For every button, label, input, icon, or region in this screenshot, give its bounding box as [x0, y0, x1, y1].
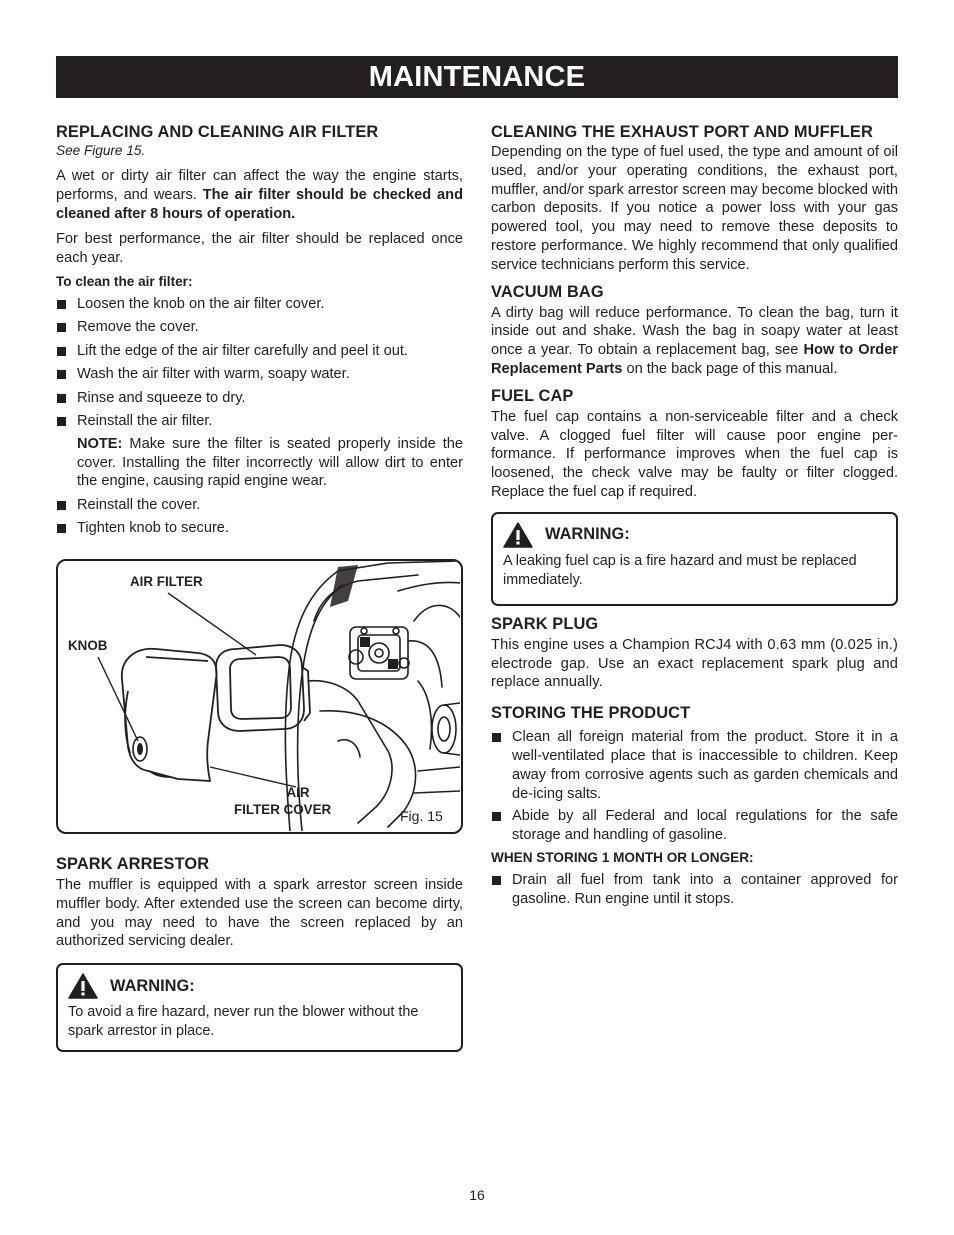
list-item: Wash the air filter with warm, soapy water.: [56, 365, 463, 384]
left-column-bottom: [56, 854, 463, 1052]
clean-steps-list: [56, 295, 463, 431]
list-item: Drain all fuel from tank into a container approved for gasoline. Run engine until it stops.: [491, 871, 898, 909]
list-item: Remove the cover.: [56, 318, 463, 337]
fuel-cap-heading: FUEL CAP: [491, 386, 574, 405]
exhaust-text: Depending on the type of fuel used, the type and amount of oil used, and/or your operating conditions, the exhaust port, muffler, and/or spark arrestor screen may become blocked with carbon deposits. If you notice a power loss with your gas powered tool, you may need to remove these deposits to restore performance. We highly recommend that only qualified service technicians perform this service.: [491, 144, 898, 273]
vacuum-bag-text-bold: How to Order Replacement Parts: [491, 342, 898, 377]
list-item: Reinstall the cover.: [56, 496, 463, 515]
storing-month-heading: WHEN STORING 1 MONTH OR LONGER:: [491, 849, 754, 865]
air-filter-intro-bold: The air filter should be checked and cleaned after 8 hours of operation.: [56, 186, 463, 222]
figure-label-air-filter: AIR FILTER: [130, 574, 203, 589]
storing-list: [491, 728, 898, 845]
warning-header: [68, 973, 451, 999]
list-item: Reinstall the air filter.: [56, 412, 463, 431]
exhaust-heading: CLEANING THE EXHAUST PORT AND MUFFLER: [491, 123, 873, 141]
spark-plug-heading: SPARK PLUG: [491, 614, 599, 633]
figure-label-cover-line2: FILTER COVER: [234, 802, 332, 817]
storing-month-list: [491, 871, 898, 909]
vacuum-bag-heading: VACUUM BAG: [491, 282, 604, 301]
page-number: 16: [469, 1187, 485, 1203]
vacuum-bag-text-a: A dirty bag will reduce performance. To clean the bag, turn it inside out and shake. Wash the bag in soapy water at least once a year. To obtain a replacement bag, see: [491, 304, 898, 359]
fuel-cap-warning: [491, 512, 898, 606]
figure-label-cover-line1: AIR: [286, 785, 310, 800]
spark-arrestor-heading: SPARK ARRESTOR: [56, 855, 210, 873]
vacuum-bag-text: [491, 304, 898, 379]
warning-text: To avoid a fire hazard, never run the blower without the spark arrestor in place.: [68, 1004, 419, 1040]
list-item: Lift the edge of the air filter carefully and peel it out.: [56, 342, 463, 361]
air-filter-heading: REPLACING AND CLEANING AIR FILTER: [56, 123, 379, 141]
note-text: Make sure the filter is seated properly inside the cover. Installing the filter incorrectly will allow dirt to enter the engine, causing rapid engine wear.: [77, 435, 463, 490]
spark-plug-text: This engine uses a Champion RCJ4 with 0.63 mm (0.025 in.) electrode gap. Use an exact replacement spark plug and replace annually.: [491, 636, 898, 691]
air-filter-illustration: [58, 561, 460, 831]
figure-label-knob: KNOB: [68, 638, 108, 653]
warning-text: A leaking fuel cap is a fire hazard and must be replaced immediately.: [503, 552, 857, 588]
left-column-top: [56, 122, 463, 538]
filter-note: [56, 435, 463, 491]
list-item: Tighten knob to secure.: [56, 519, 463, 538]
warning-title: WARNING:: [545, 525, 630, 544]
note-label: NOTE:: [77, 435, 123, 452]
page-banner: MAINTENANCE: [56, 56, 898, 98]
warning-icon: [68, 973, 98, 999]
figure-caption: Fig. 15: [400, 808, 443, 824]
see-figure-ref: See Figure 15.: [56, 143, 146, 158]
clean-steps-heading: To clean the air filter:: [56, 273, 193, 289]
air-filter-performance: For best performance, the air filter should be replaced once each year.: [56, 231, 463, 267]
air-filter-intro: [56, 167, 463, 223]
air-filter-intro-normal: A wet or dirty air filter can affect the way the engine starts, performs, and wears.: [56, 168, 463, 203]
spark-arrestor-text: The muffler is equipped with a spark arrestor screen inside muffler body. After extended use the screen can become dirty, and you may need to have the screen replaced by an authorized servicing dealer.: [56, 877, 463, 950]
vacuum-bag-text-b: on the back page of this manual.: [622, 360, 838, 377]
figure-15: [56, 559, 463, 834]
list-item: Clean all foreign material from the product. Store it in a well-ventilated place that is inaccessible to children. Keep away from corrosive agents such as garden chemicals and de-icing salts.: [491, 728, 898, 803]
clean-steps-list-2: [56, 496, 463, 538]
list-item: Rinse and squeeze to dry.: [56, 389, 463, 408]
warning-header: [503, 522, 886, 548]
storing-heading: STORING THE PRODUCT: [491, 704, 691, 723]
fuel-cap-text: The fuel cap contains a non-serviceable filter and a check valve. A clogged fuel filter will cause poor engine per-formance. If performance improves when the fuel cap is loosened, the check valve may be faulty or filter clogged. Replace the fuel cap if required.: [491, 408, 898, 500]
warning-icon: [503, 522, 533, 548]
right-column: [491, 122, 898, 909]
warning-title: WARNING:: [110, 976, 195, 995]
list-item: Loosen the knob on the air filter cover.: [56, 295, 463, 314]
list-item: Abide by all Federal and local regulations for the safe storage and handling of gasoline.: [491, 807, 898, 845]
spark-arrestor-warning: [56, 963, 463, 1052]
